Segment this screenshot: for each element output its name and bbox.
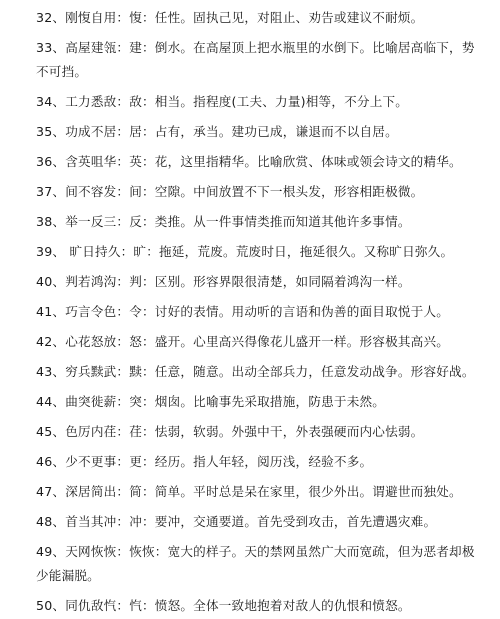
- idiom-entry: [36, 420, 482, 444]
- entry-text: 工力悉敌：敌：相当。指程度(工夫、力量)相等，不分上下。: [65, 94, 409, 110]
- entry-number: 35、: [36, 124, 66, 140]
- entry-text: 含英咀华：英：花，这里指精华。比喻欣赏、体味或领会诗文的精华。: [65, 154, 462, 170]
- entry-text: 深居简出：简：简单。平时总是呆在家里，很少外出。谓避世而独处。: [65, 484, 462, 500]
- entry-number: 32、: [36, 10, 66, 25]
- idiom-entry: [36, 360, 482, 384]
- idiom-entry: [36, 36, 482, 84]
- entry-number: 41、: [36, 304, 66, 320]
- entry-number: 39、: [36, 244, 66, 260]
- idiom-entry: [36, 150, 482, 174]
- entry-number: 42、: [36, 334, 66, 350]
- entry-text: 少不更事：更：经历。指人年轻，阅历浅，经验不多。: [65, 454, 373, 470]
- entry-number: 49、: [36, 544, 66, 560]
- entry-number: 36、: [36, 154, 66, 170]
- entry-number: 34、: [36, 94, 66, 110]
- idiom-entry: [36, 90, 482, 114]
- entry-text: 曲突徙薪：突：烟囱。比喻事先采取措施，防患于未然。: [65, 394, 386, 410]
- entry-number: 47、: [36, 484, 66, 500]
- entry-text: 天网恢恢：恢恢：宽大的样子。天的禁网虽然广大而宽疏，但为恶者却极少能漏脱。: [36, 544, 475, 584]
- entry-text: 旷日持久：旷：拖延，荒废。荒废时日，拖延很久。又称旷日弥久。: [65, 244, 454, 260]
- idiom-entry: [36, 450, 482, 474]
- idiom-entry: [36, 510, 482, 534]
- idiom-entry: [36, 540, 482, 588]
- entry-text: 首当其冲：冲：要冲，交通要道。首先受到攻击，首先遭遇灾难。: [65, 514, 437, 530]
- entry-number: 48、: [36, 514, 66, 530]
- entry-number: 46、: [36, 454, 66, 470]
- idiom-entry: [36, 330, 482, 354]
- entry-text: 判若鸿沟：判：区别。形容界限很清楚，如同隔着鸿沟一样。: [65, 274, 411, 290]
- entry-text: 色厉内荏：荏：怯弱，软弱。外强中干，外表强硬而内心怯弱。: [65, 424, 424, 440]
- entry-text: 巧言令色：令：讨好的表情。用动听的言语和伪善的面目取悦于人。: [65, 304, 450, 320]
- idiom-entry: [36, 390, 482, 414]
- idiom-entry: [36, 210, 482, 234]
- idiom-entry: [36, 180, 482, 204]
- entry-text: 同仇敌忾：忾：愤怒。全体一致地抱着对敌人的仇恨和愤怒。: [65, 598, 411, 614]
- entry-text: 穷兵黩武：黩：任意，随意。出动全部兵力，任意发动战争。形容好战。: [65, 364, 475, 380]
- entry-text: 间不容发：间：空隙。中间放置不下一根头发，形容相距极微。: [65, 184, 424, 200]
- idiom-entry: [36, 594, 482, 618]
- idiom-entry: [36, 270, 482, 294]
- entry-number: 40、: [36, 274, 66, 290]
- entry-number: 37、: [36, 184, 66, 200]
- idiom-entry: [36, 120, 482, 144]
- idiom-entry: [36, 480, 482, 504]
- idiom-entry: [36, 240, 482, 264]
- entry-number: 38、: [36, 214, 66, 230]
- idiom-entry: [36, 300, 482, 324]
- entry-text: 高屋建瓴：建：倒水。在高屋顶上把水瓶里的水倒下。比喻居高临下，势不可挡。: [36, 40, 475, 80]
- entry-text: 功成不居：居：占有，承当。建功已成，谦退而不以自居。: [65, 124, 398, 140]
- entry-text: 举一反三：反：类推。从一件事情类推而知道其他许多事情。: [65, 214, 411, 230]
- entry-number: 33、: [36, 40, 66, 55]
- entry-number: 50、: [36, 598, 66, 614]
- entry-text: 刚愎自用：愎：任性。固执己见，对阻止、劝告或建议不耐烦。: [65, 10, 424, 25]
- entry-text: 心花怒放：怒：盛开。心里高兴得像花儿盛开一样。形容极其高兴。: [65, 334, 450, 350]
- idiom-entry: [36, 6, 482, 30]
- entry-number: 45、: [36, 424, 66, 440]
- entry-number: 44、: [36, 394, 66, 410]
- entry-number: 43、: [36, 364, 66, 380]
